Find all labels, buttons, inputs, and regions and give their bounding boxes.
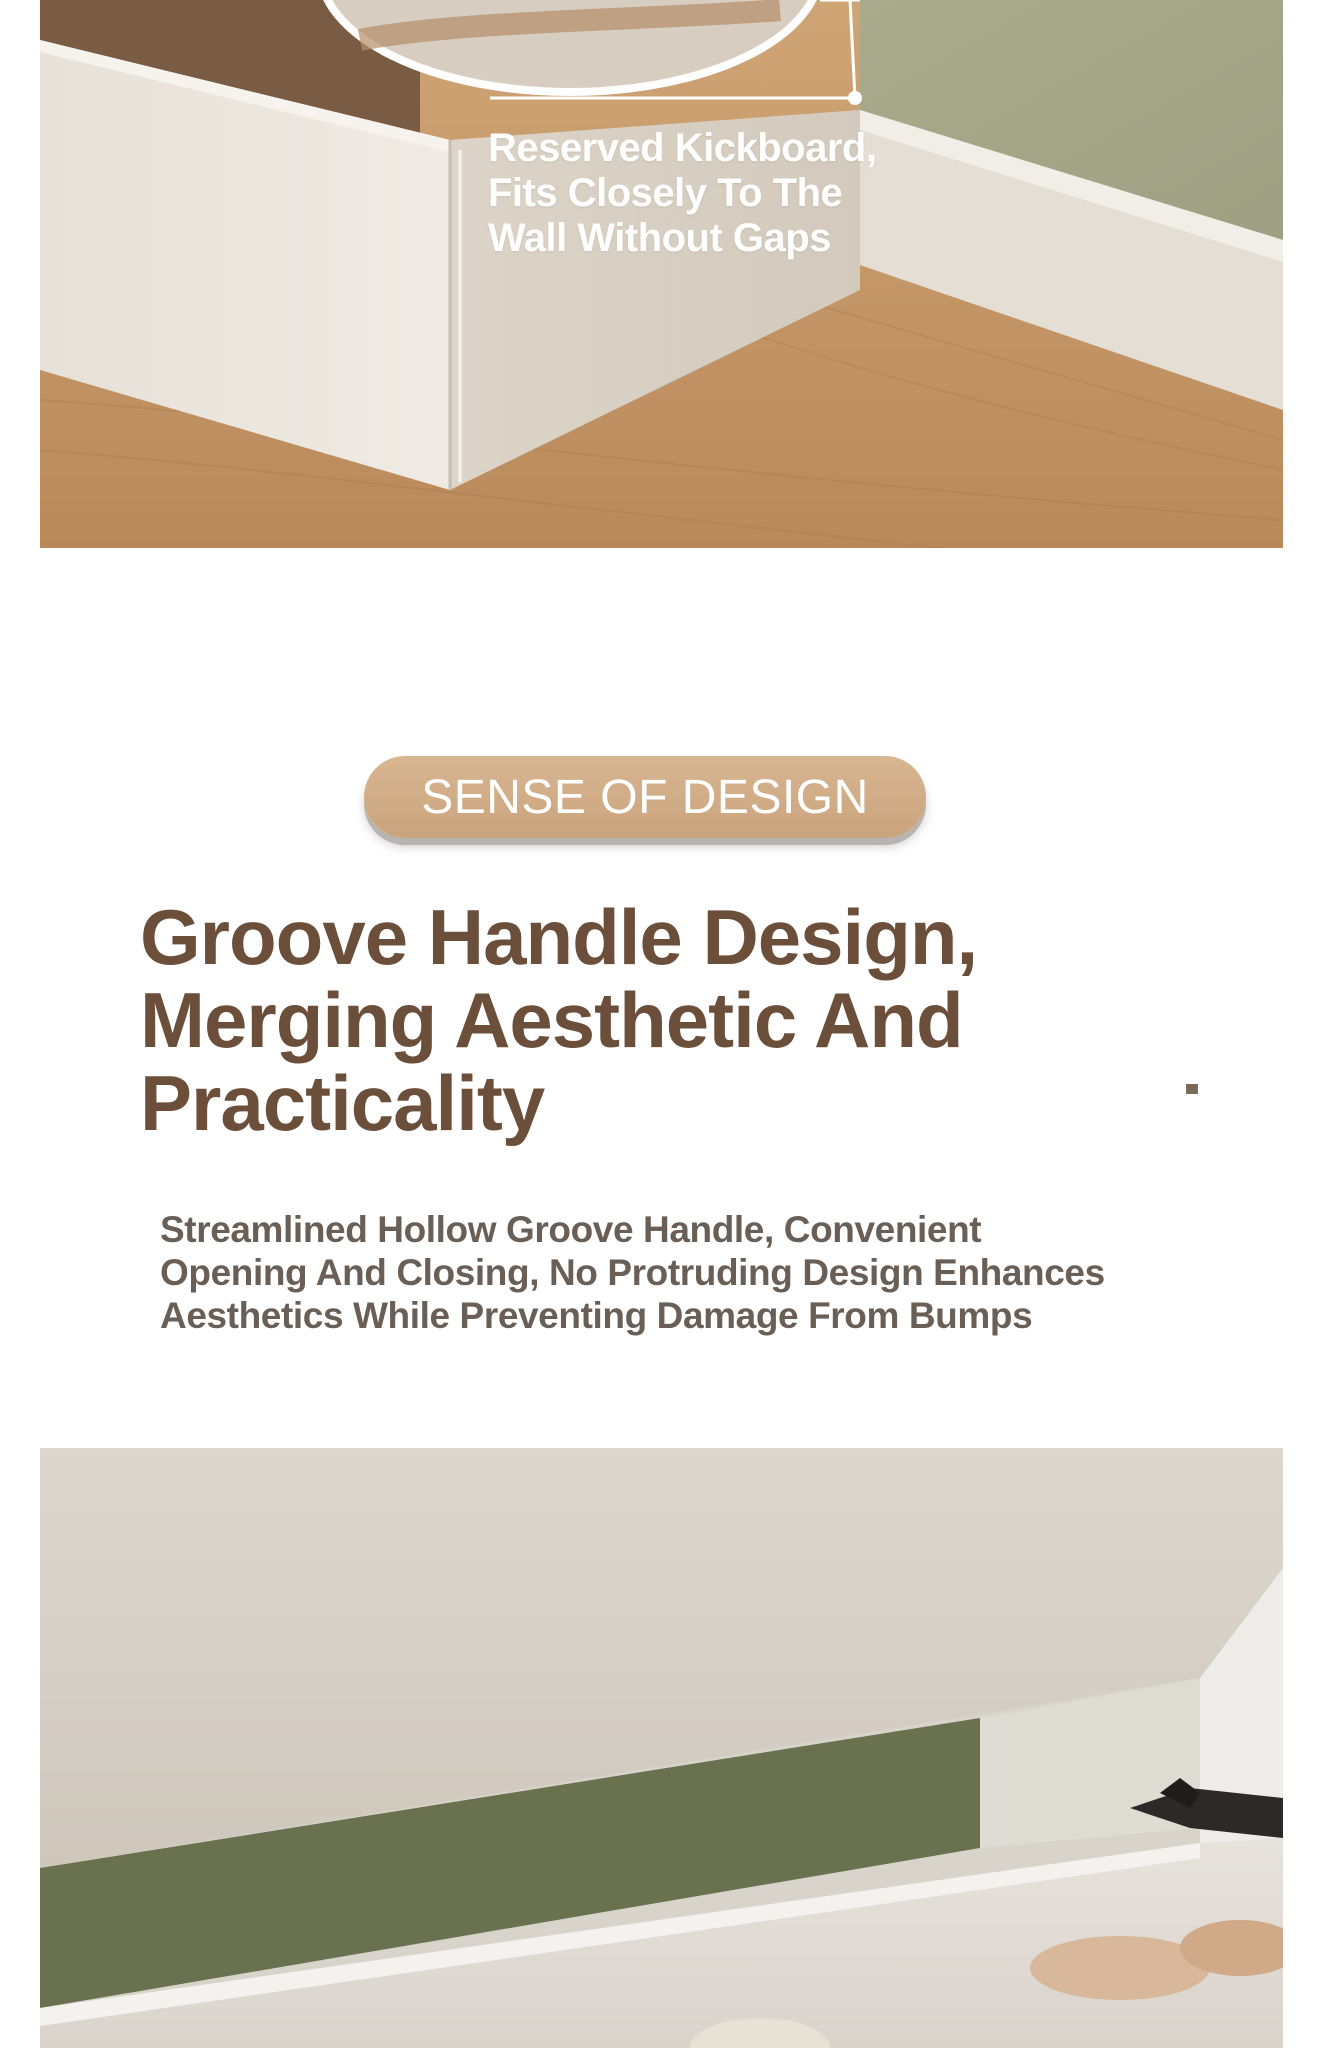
description-line: Opening And Closing, No Protruding Design Enhances: [160, 1252, 1105, 1293]
groove-handle-illustration: [40, 1448, 1283, 2048]
headline-line: Groove Handle Design,: [140, 893, 978, 981]
kickboard-photo: [40, 0, 1283, 548]
description-line: Streamlined Hollow Groove Handle, Convenient: [160, 1209, 982, 1250]
feature-headline: [140, 893, 1040, 1147]
kickboard-caption-line: Wall Without Gaps: [488, 216, 831, 260]
kickboard-illustration: [40, 0, 1283, 548]
section-badge: [364, 756, 926, 838]
groove-handle-photo: [40, 1448, 1283, 2048]
kickboard-caption-line: Reserved Kickboard,: [488, 126, 877, 170]
kickboard-caption: [488, 126, 928, 261]
description-line: Aesthetics While Preventing Damage From Bumps: [160, 1295, 1033, 1336]
section-badge-label: SENSE OF DESIGN: [421, 770, 869, 824]
kickboard-caption-line: Fits Closely To The: [488, 171, 843, 215]
headline-line: Merging Aesthetic And: [140, 976, 963, 1064]
decorative-speck: [1186, 1084, 1198, 1094]
feature-description: [160, 1208, 1160, 1337]
headline-line: Practicality: [140, 1059, 545, 1147]
